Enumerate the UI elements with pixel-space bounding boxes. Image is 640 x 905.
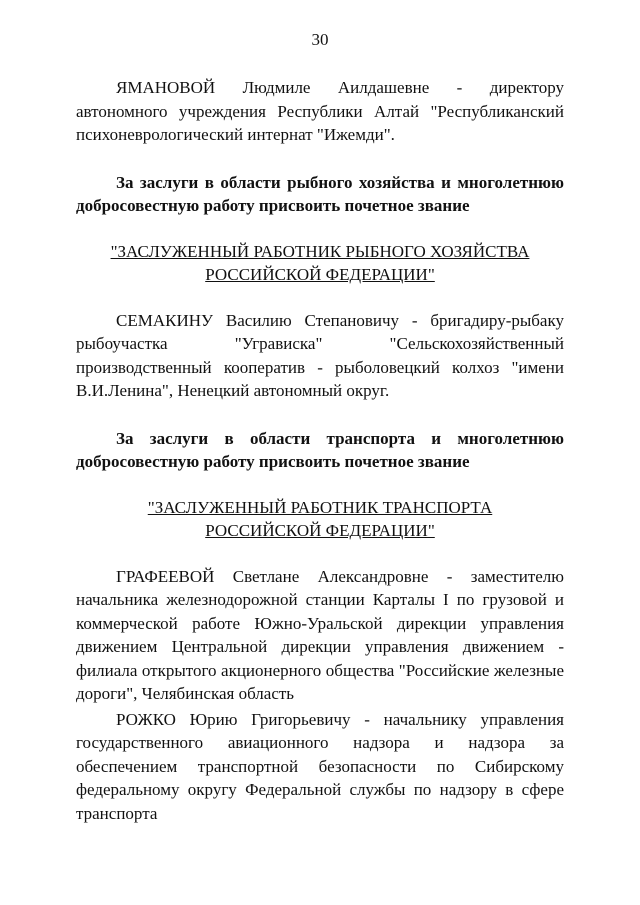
decree-transport: За заслуги в области транспорта и многолетнюю добросовестную работу присвоить почетное звание — [76, 428, 564, 471]
award-entry-semakin: СЕМАКИНУ Василию Степановичу - бригадиру-рыбаку рыбоучастка "Угрависка" "Сельскохозяйственный производственный кооператив - рыболовецкий колхоз "имени В.И.Ленина", Ненецкий автономный округ. — [76, 310, 564, 400]
page-number: 30 — [311, 30, 329, 49]
title-line: РОССИЙСКОЙ ФЕДЕРАЦИИ" — [205, 265, 435, 284]
document-body — [76, 76, 564, 825]
decree-fishery: За заслуги в области рыбного хозяйства и многолетнюю добросовестную работу присвоить почетное звание — [76, 172, 564, 215]
honorary-title-transport — [76, 496, 564, 543]
award-entry-rozhko: РОЖКО Юрию Григорьевичу - начальнику управления государственного авиационного надзора и надзора за обеспечением транспортной безопасности по Сибирскому федеральному округу Федеральной службы по надзору в сфере транспорта — [76, 709, 564, 823]
honorary-title-fishery — [76, 240, 564, 287]
award-entry-yamanova: ЯМАНОВОЙ Людмиле Аилдашевне - директору автономного учреждения Республики Алтай "Республиканский психоневрологический интернат "Ижемди". — [76, 78, 564, 144]
title-line: "ЗАСЛУЖЕННЫЙ РАБОТНИК ТРАНСПОРТА — [147, 497, 493, 517]
title-line: РОССИЙСКОЙ ФЕДЕРАЦИИ" — [205, 521, 435, 540]
award-entry-grafeeva: ГРАФЕЕВОЙ Светлане Александровне - заместителю начальника железнодорожной станции Карталы I по грузовой и коммерческой работе Южно-Уральской дирекции управления движением Центральной дирекции управления движением - филиала открытого акционерного общества "Российские железные дороги", Челябинская область — [76, 566, 564, 703]
title-line: "ЗАСЛУЖЕННЫЙ РАБОТНИК РЫБНОГО ХОЗЯЙСТВА — [110, 241, 530, 261]
